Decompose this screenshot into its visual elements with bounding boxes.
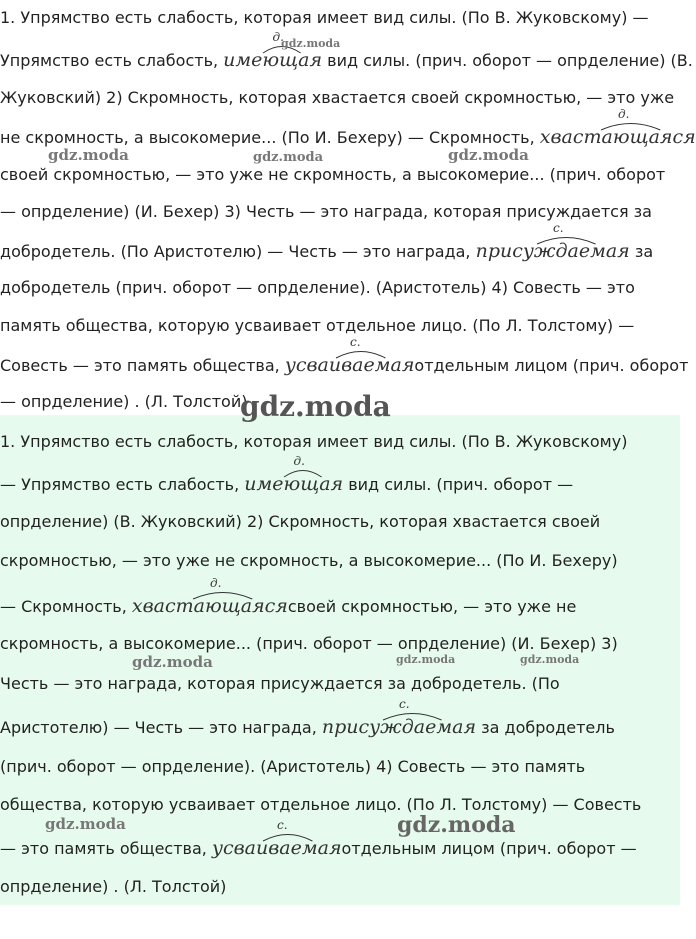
text-segment: Аристотелю) — Честь — это награда, (0, 718, 322, 737)
grammar-mark: д. (272, 30, 284, 44)
watermark: gdz.moda (520, 653, 580, 666)
watermark: gdz.moda (281, 37, 341, 50)
text-segment: скромностью, — это уже не скромность, а высокомерие... (По И. Бехеру) (0, 551, 618, 570)
text-line (0, 202, 652, 222)
watermark: gdz.moda (396, 653, 456, 666)
text-segment: отдельным лицом (прич. оборот (414, 356, 689, 375)
text-line (0, 596, 576, 617)
suffix-arc (381, 711, 444, 721)
suffix-arc (334, 349, 387, 359)
participle-word: присуждаемая (321, 716, 477, 738)
answer-block-1 (0, 0, 696, 415)
watermark: gdz.moda (48, 146, 129, 164)
text-line (0, 512, 600, 532)
text-segment: — Упрямство есть слабость, (0, 475, 245, 494)
text-line (0, 278, 635, 298)
participle-word: усваиваемая (211, 837, 342, 859)
text-segment: память общества, которую усваивает отдельное лицо. (По Л. Толстому) — (0, 316, 635, 335)
text-segment: — Скромность, (0, 597, 132, 616)
suffix-arc (535, 235, 598, 245)
text-segment: опрделение) (В. Жуковский) 2) Скромность, которая хвастается своей (0, 512, 601, 531)
text-line (0, 432, 627, 452)
text-segment: вид силы. (прич. оборот — опрделение) (В. (322, 51, 693, 70)
text-segment: отдельным лицом (прич. оборот — (341, 839, 637, 858)
text-segment: Жуковский) 2) Скромность, которая хвастается своей скромностью, — это уже (0, 88, 675, 107)
watermark: gdz.moda (448, 146, 529, 164)
participle-word: усваиваемая (284, 354, 415, 376)
grammar-mark: д. (210, 576, 222, 590)
text-segment: вид силы. (прич. оборот — (343, 475, 574, 494)
text-segment: 1. Упрямство есть слабость, которая имеет вид силы. (По В. Жуковскому) — (0, 8, 649, 27)
text-segment: за добродетель (476, 718, 615, 737)
text-line (0, 316, 634, 336)
text-segment: — опрделение) (И. Бехер) 3) Честь — это награда, которая присуждается за (0, 202, 652, 221)
text-segment: Честь — это награда, которая присуждается за добродетель. (По (0, 674, 560, 693)
text-segment: за (629, 242, 654, 261)
text-segment: добродетель (прич. оборот — опрделение). (Аристотель) 4) Совесть — это (0, 278, 635, 297)
text-line (0, 795, 641, 815)
text-line (0, 757, 585, 777)
text-segment: скромность, а высокомерие... (прич. оборот — опрделение) (И. Бехер) 3) (0, 634, 618, 653)
suffix-arc (261, 832, 314, 842)
text-line (0, 127, 696, 148)
text-segment: Совесть — это память общества, (0, 356, 285, 375)
suffix-arc (599, 121, 662, 131)
text-line (0, 717, 615, 738)
watermark-large: gdz.moda (240, 390, 391, 423)
participle-word: хвастающаяся (131, 595, 288, 617)
watermark: gdz.moda (253, 150, 324, 165)
text-segment: — это память общества, (0, 839, 212, 858)
text-segment: 1. Упрямство есть слабость, которая имеет вид силы. (По В. Жуковскому) (0, 432, 628, 451)
text-line (0, 392, 247, 412)
participle-word: присуждаемая (475, 240, 630, 262)
text-segment: — опрделение) . (Л. Толстой) (0, 392, 248, 411)
text-segment: своей скромностью, — это уже не (287, 597, 577, 616)
text-line (0, 165, 665, 185)
watermark: gdz.moda (132, 653, 213, 671)
participle-word: имеющая (244, 473, 344, 495)
text-segment: (прич. оборот — опрделение). (Аристотель) 4) Совесть — это память (0, 757, 586, 776)
watermark: gdz.moda (45, 815, 126, 833)
participle-word: хвастающаяся (539, 126, 696, 148)
text-segment: Упрямство есть слабость, (0, 51, 224, 70)
text-line (0, 50, 693, 71)
text-line (0, 877, 226, 897)
text-line (0, 634, 618, 654)
text-segment: добродетель. (По Аристотелю) — Честь — это награда, (0, 242, 476, 261)
text-line (0, 551, 618, 571)
watermark: gdz.moda (397, 812, 516, 838)
text-line (0, 674, 560, 694)
grammar-mark: с. (350, 335, 361, 349)
text-line (0, 88, 674, 108)
text-segment: своей скромностью, — это уже не скромность, а высокомерие... (прич. оборот (0, 165, 666, 184)
grammar-mark: д. (293, 454, 305, 468)
grammar-mark: д. (618, 107, 630, 121)
text-line (0, 8, 649, 28)
grammar-mark: с. (553, 221, 564, 235)
grammar-mark: с. (399, 697, 410, 711)
text-line (0, 838, 637, 859)
participle-word: имеющая (223, 49, 323, 71)
text-segment: опрделение) . (Л. Толстой) (0, 877, 227, 896)
text-segment: не скромность, а высокомерие... (По И. Бехеру) — Скромность, (0, 128, 540, 147)
suffix-arc (191, 590, 254, 600)
grammar-mark: с. (277, 818, 288, 832)
suffix-arc (282, 468, 324, 478)
text-segment: общества, которую усваивает отдельное лицо. (По Л. Толстому) — Совесть (0, 795, 642, 814)
